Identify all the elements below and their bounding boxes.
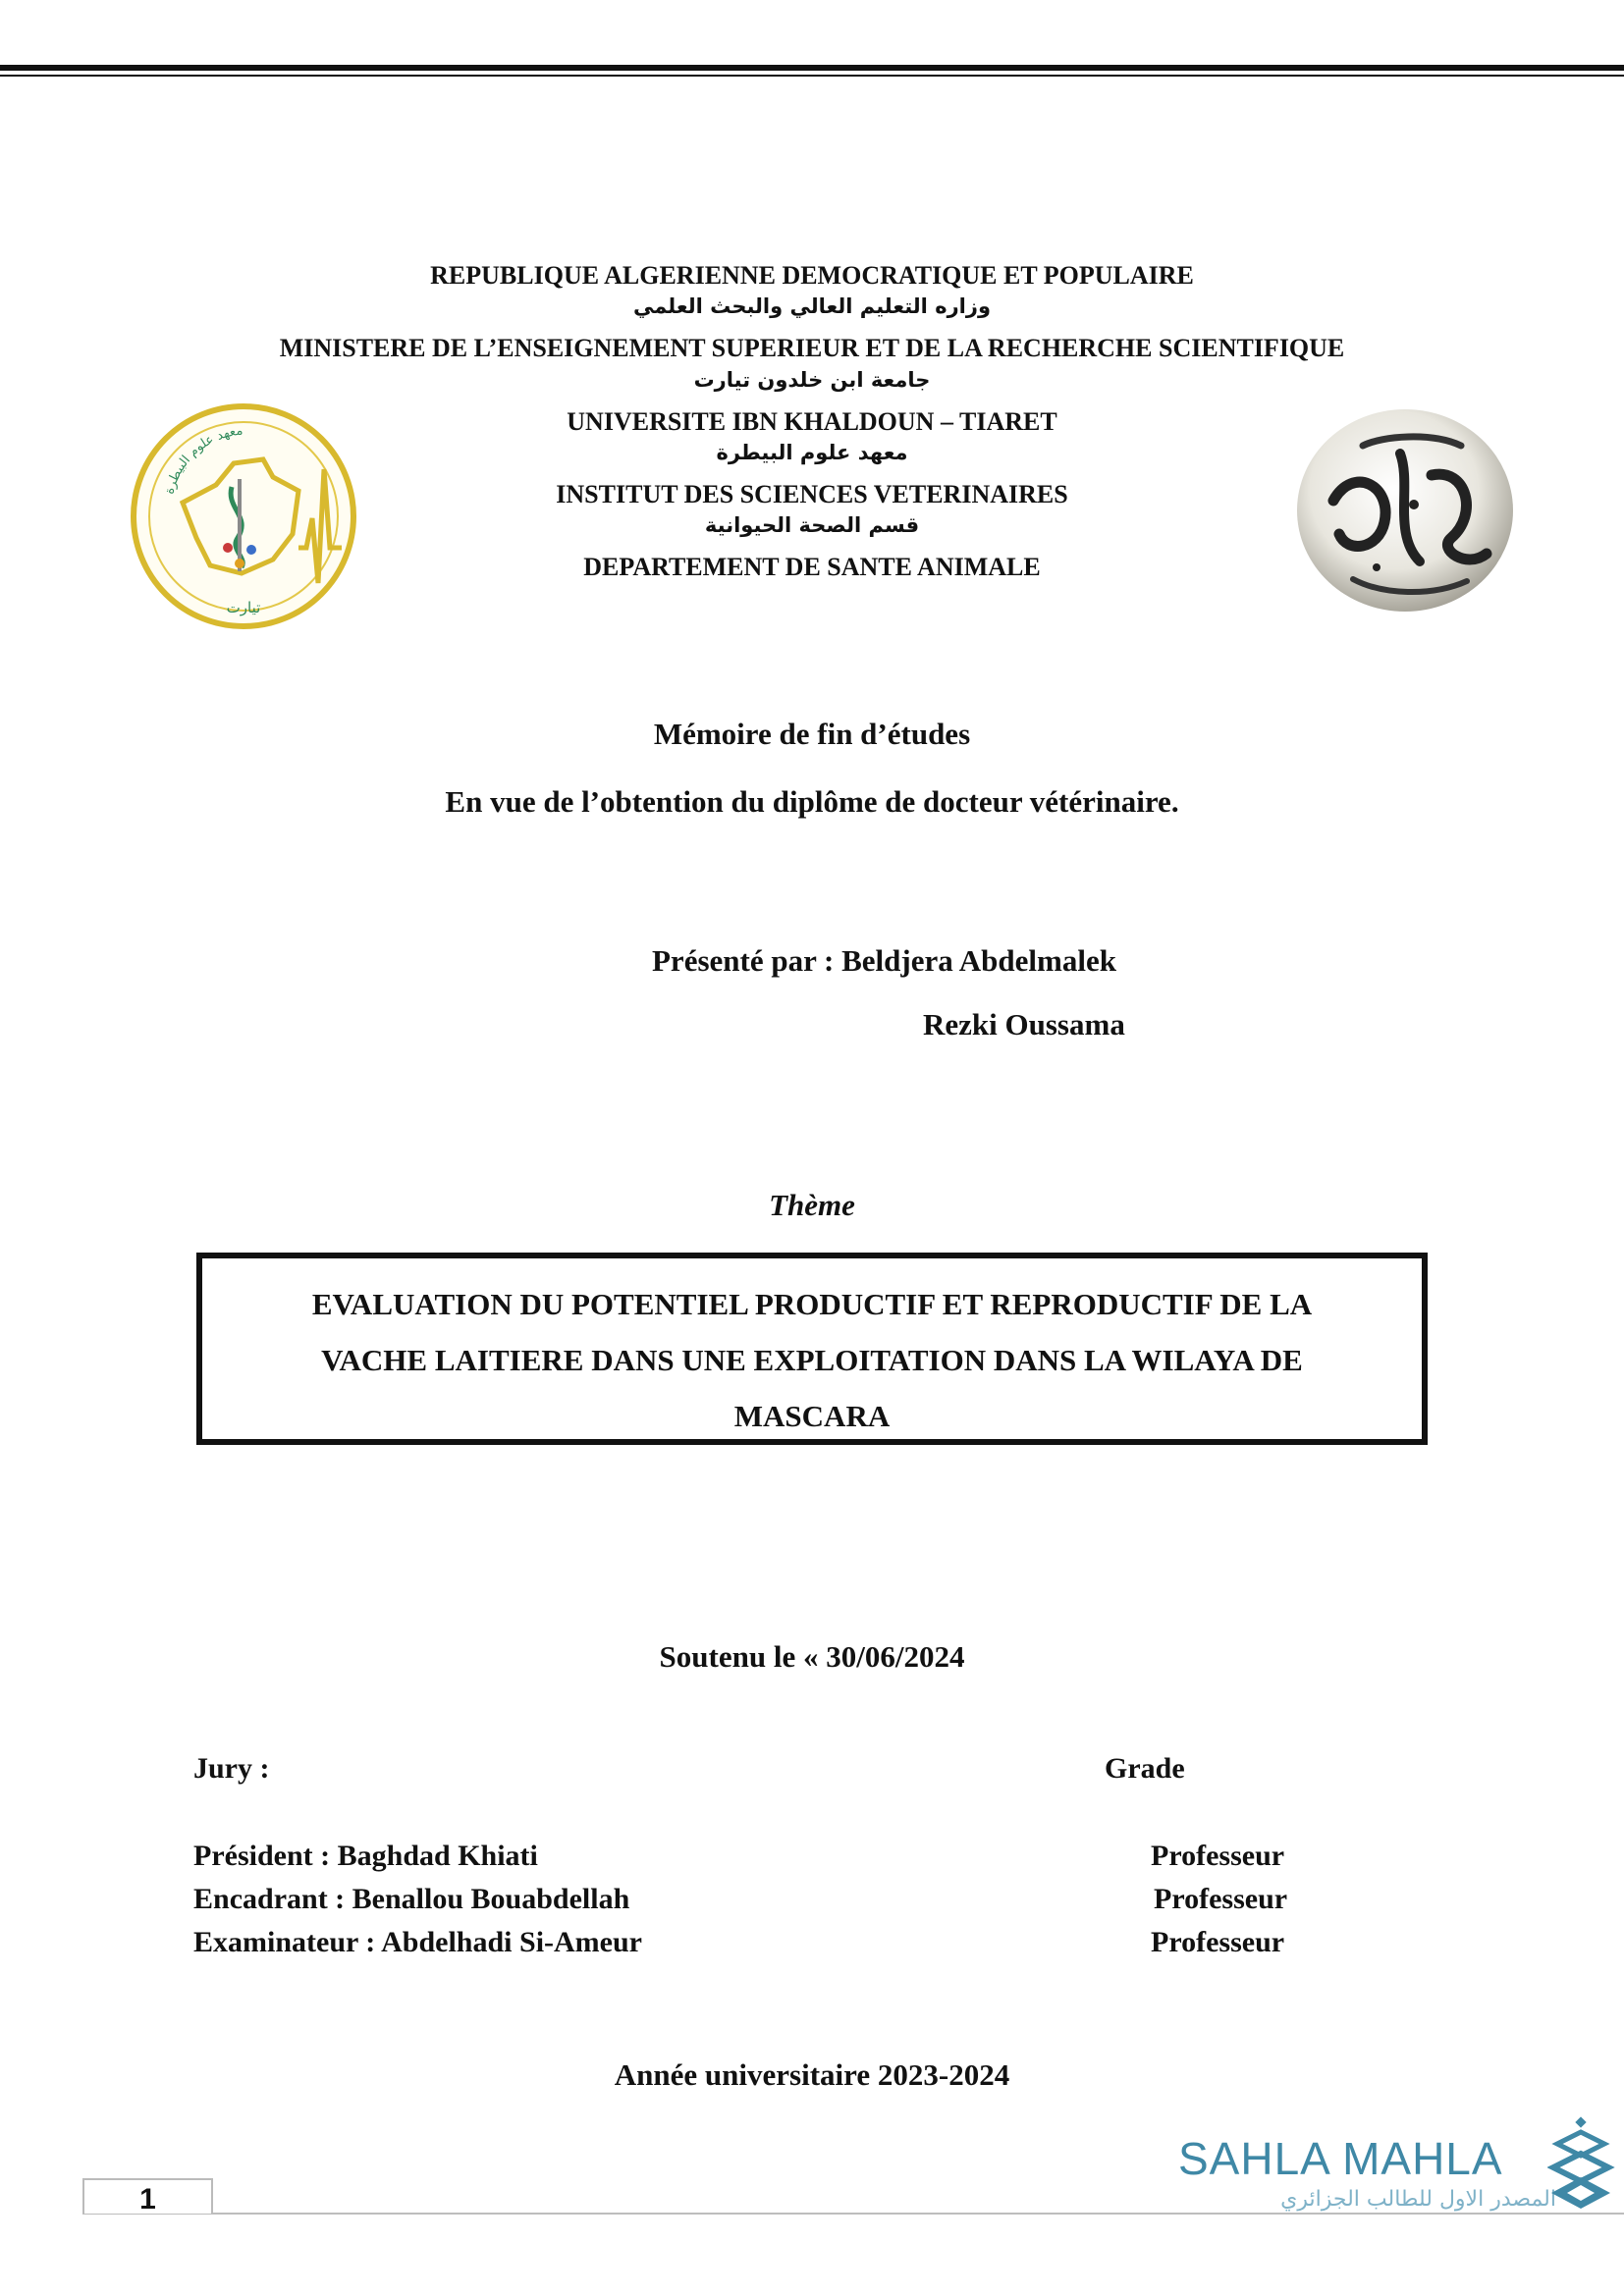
thesis-title-line: VACHE LAITIERE DANS UNE EXPLOITATION DANS LA WILAYA DE xyxy=(321,1343,1303,1377)
header-university: UNIVERSITE IBN KHALDOUN – TIARET xyxy=(567,407,1057,436)
defense-date: Soutenu le « 30/06/2024 xyxy=(659,1639,965,1674)
seal-bottom-text: تيارت xyxy=(226,599,261,616)
presented-by: Présenté par : Beldjera Abdelmalek xyxy=(652,943,1116,978)
header-ministry: MINISTERE DE L’ENSEIGNEMENT SUPERIEUR ET DE LA RECHERCHE SCIENTIFIQUE xyxy=(279,334,1345,362)
jury-grade: Professeur xyxy=(1151,1926,1285,1958)
page-number-tab xyxy=(82,2178,213,2214)
university-calligraphy-seal-icon xyxy=(1294,406,1516,614)
top-rule-thin xyxy=(0,75,1624,77)
watermark-tagline: المصدر الاول للطالب الجزائري xyxy=(1280,2187,1556,2212)
header-department-ar: قسم الصحة الحيوانية xyxy=(704,513,920,537)
jury-member-president: Président : Baghdad Khiati xyxy=(193,1840,538,1872)
memoire-title: Mémoire de fin d’études xyxy=(653,717,971,751)
thesis-title-line: MASCARA xyxy=(733,1399,891,1433)
seal-top-text: معهد علوم البيطرة xyxy=(162,423,244,497)
header-republic: REPUBLIQUE ALGERIENNE DEMOCRATIQUE ET POPULAIRE xyxy=(430,261,1194,290)
presenter-2: Rezki Oussama xyxy=(923,1007,1125,1041)
jury-grade: Professeur xyxy=(1154,1883,1288,1915)
header-department: DEPARTEMENT DE SANTE ANIMALE xyxy=(583,553,1041,581)
academic-year: Année universitaire 2023-2024 xyxy=(614,2057,1010,2092)
header-university-ar: جامعة ابن خلدون تيارت xyxy=(693,368,931,392)
jury-member-examiner: Examinateur : Abdelhadi Si-Ameur xyxy=(193,1926,642,1958)
watermark-logo: SAHLA MAHLA xyxy=(1178,2133,1503,2184)
memoire-purpose: En vue de l’obtention du diplôme de docteur vétérinaire. xyxy=(445,784,1179,819)
grade-label: Grade xyxy=(1105,1752,1185,1785)
theme-label: Thème xyxy=(769,1188,855,1222)
watermark-emblem-icon xyxy=(1547,2116,1616,2218)
thesis-title-box xyxy=(196,1253,1428,1445)
header-institute: INSTITUT DES SCIENCES VETERINAIRES xyxy=(556,480,1068,508)
jury-member-supervisor: Encadrant : Benallou Bouabdellah xyxy=(193,1883,630,1915)
header-ministry-ar: وزاره التعليم العالي والبحث العلمي xyxy=(632,294,992,318)
jury-label: Jury : xyxy=(193,1752,270,1785)
institute-seal-icon xyxy=(126,400,361,632)
jury-grade: Professeur xyxy=(1151,1840,1285,1872)
top-rule-thick xyxy=(0,65,1624,71)
thesis-title-line: EVALUATION DU POTENTIEL PRODUCTIF ET REPRODUCTIF DE LA xyxy=(311,1287,1313,1321)
footer-rule xyxy=(82,2213,1624,2215)
page-number: 1 xyxy=(139,2183,156,2216)
header-institute-ar: معهد علوم البيطرة xyxy=(716,441,908,464)
